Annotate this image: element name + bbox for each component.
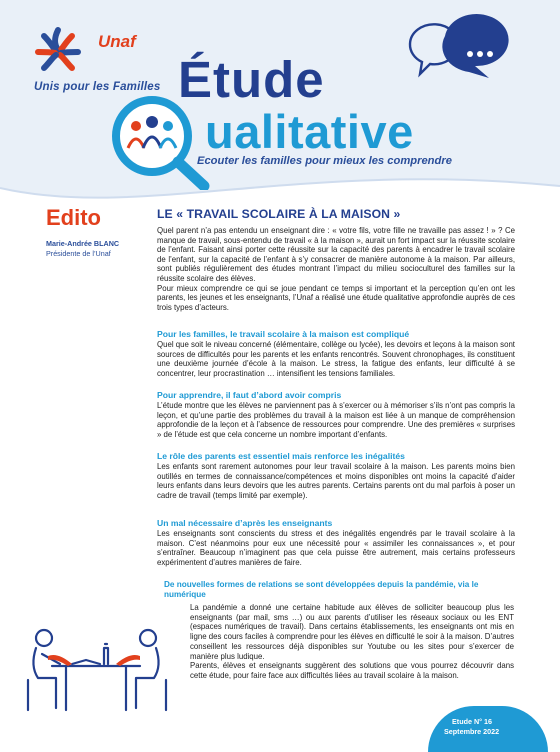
section-title: Pour les familles, le travail scolaire à la maison est compliqué	[157, 329, 410, 339]
issue-date: Septembre 2022	[444, 727, 500, 736]
section-title: De nouvelles formes de relations se sont développées depuis la pandémie, via le numérique	[164, 580, 479, 599]
issue-number: Etude N° 16	[452, 717, 493, 726]
section-title: Un mal nécessaire d’après les enseignants	[157, 518, 333, 528]
section-text: Quel que soit le niveau concerné (élémentaire, collège ou lycée), les devoirs et leçons à la maison sont sources de difficultés pour les parents et les enfants rencontrés. Souvent chronophages, ils constituent une deuxième journée d’école à la maison. Le stress, la fatigue des enfants, leur difficulté à se concentrer, leur procrastination … intensifient les tensions familiales.	[157, 340, 515, 378]
study-table-illustration	[22, 598, 172, 718]
logo-tagline: Unis pour les Familles	[34, 81, 161, 93]
section-title: Pour apprendre, il faut d’abord avoir compris	[157, 390, 342, 400]
section-text	[190, 603, 514, 681]
unaf-logo-icon	[28, 22, 88, 80]
author-name: Marie-Andrée BLANC	[46, 239, 120, 248]
title-etude: Étude	[178, 51, 325, 108]
subtitle: Ecouter les familles pour mieux les comprendre	[197, 155, 452, 167]
section-title: Le rôle des parents est essentiel mais renforce les inégalités	[157, 451, 405, 461]
chat-bubbles-icon	[400, 14, 530, 104]
intro-paragraph: Quel parent n’a pas entendu un enseignant dire : « votre fils, votre fille ne travaille pas assez ! » ? Ce manque de travail, sous-entendu de travail « à la maison », aurait un fort impact sur la réussite scolaire de l’enfant. Faisant ainsi porter cette réussite sur la capacité des parents à encadrer le travail scolaire de l’enfant, sur la capacité de l’enfant à s’y consacrer de manière autonome à la maison. Par ailleurs, sont publiés régulièrement des études montrant l’impact du milieu socioculturel des familles sur la réussite scolaire des élèves.	[157, 226, 515, 283]
logo-name: Unaf	[98, 32, 136, 51]
edito-label: Edito	[46, 205, 101, 230]
article-intro	[157, 226, 515, 312]
section-text: Les enfants sont rarement autonomes pour leur travail scolaire à la maison. Les parents moins bien outillés en termes de connaissance/compétences et moins disponibles ont moins la capacité d’aider leurs enfants dans leurs devoirs que les autres parents. Certains parents ont du mal parfois à poser un cadre de travail (temps limité par exemple).	[157, 462, 515, 500]
magnifier-family-icon	[100, 92, 210, 190]
last-paragraph: La pandémie a donné une certaine habitude aux élèves de solliciter beaucoup plus les enseignants (par mail, sms …) ou aux parents d’utiliser les réseaux sociaux ou les ENT (espaces numériques de travail). Dans certains établissements, les enseignants ont mis en ligne des cours faciles à comprendre pour les élèves en difficulté le soir à la maison. D’autres conseillent les ressources déjà disponibles sur Youtube ou les sites pour s’exercer de manière plus ludique.	[190, 603, 514, 661]
author-role: Présidente de l’Unaf	[46, 249, 111, 258]
article-title: LE « TRAVAIL SCOLAIRE À LA MAISON »	[157, 207, 401, 221]
section-text: Les enseignants sont conscients du stress et des inégalités engendrés par le travail scolaire à la maison. C’est néanmoins pour eux une nécessité pour « assimiler les connaissances », et pour s’entraîner. Beaucoup n’imaginent pas que cela puisse être autrement, mais certains professeurs expérimentent d’autres manières de faire.	[157, 529, 515, 567]
last-paragraph: Parents, élèves et enseignants suggèrent des solutions que vous pourrez découvrir dans cette étude, pour faire face aux difficultés liées au travail scolaire à la maison.	[190, 661, 514, 680]
title-qualitative: ualitative	[205, 105, 414, 158]
section-text: L’étude montre que les élèves ne parviennent pas à s’exercer ou à mémoriser s’ils n’ont pas compris la leçon, et qu’une partie des problèmes du travail à la maison est liée à un manque de compréhension approfondie de la leçon et à l’absence de ressources pour comprendre. Une des premières « surprises » de l’étude est que cela concerne un nombre important d’enfants.	[157, 401, 515, 439]
intro-paragraph: Pour mieux comprendre ce qui se joue pendant ce temps si important et la perception qu’en ont les parents, les jeunes et les enseignants, l’Unaf a réalisé une étude qualitative approfondie auprès de ces trois types d’acteurs.	[157, 283, 515, 312]
